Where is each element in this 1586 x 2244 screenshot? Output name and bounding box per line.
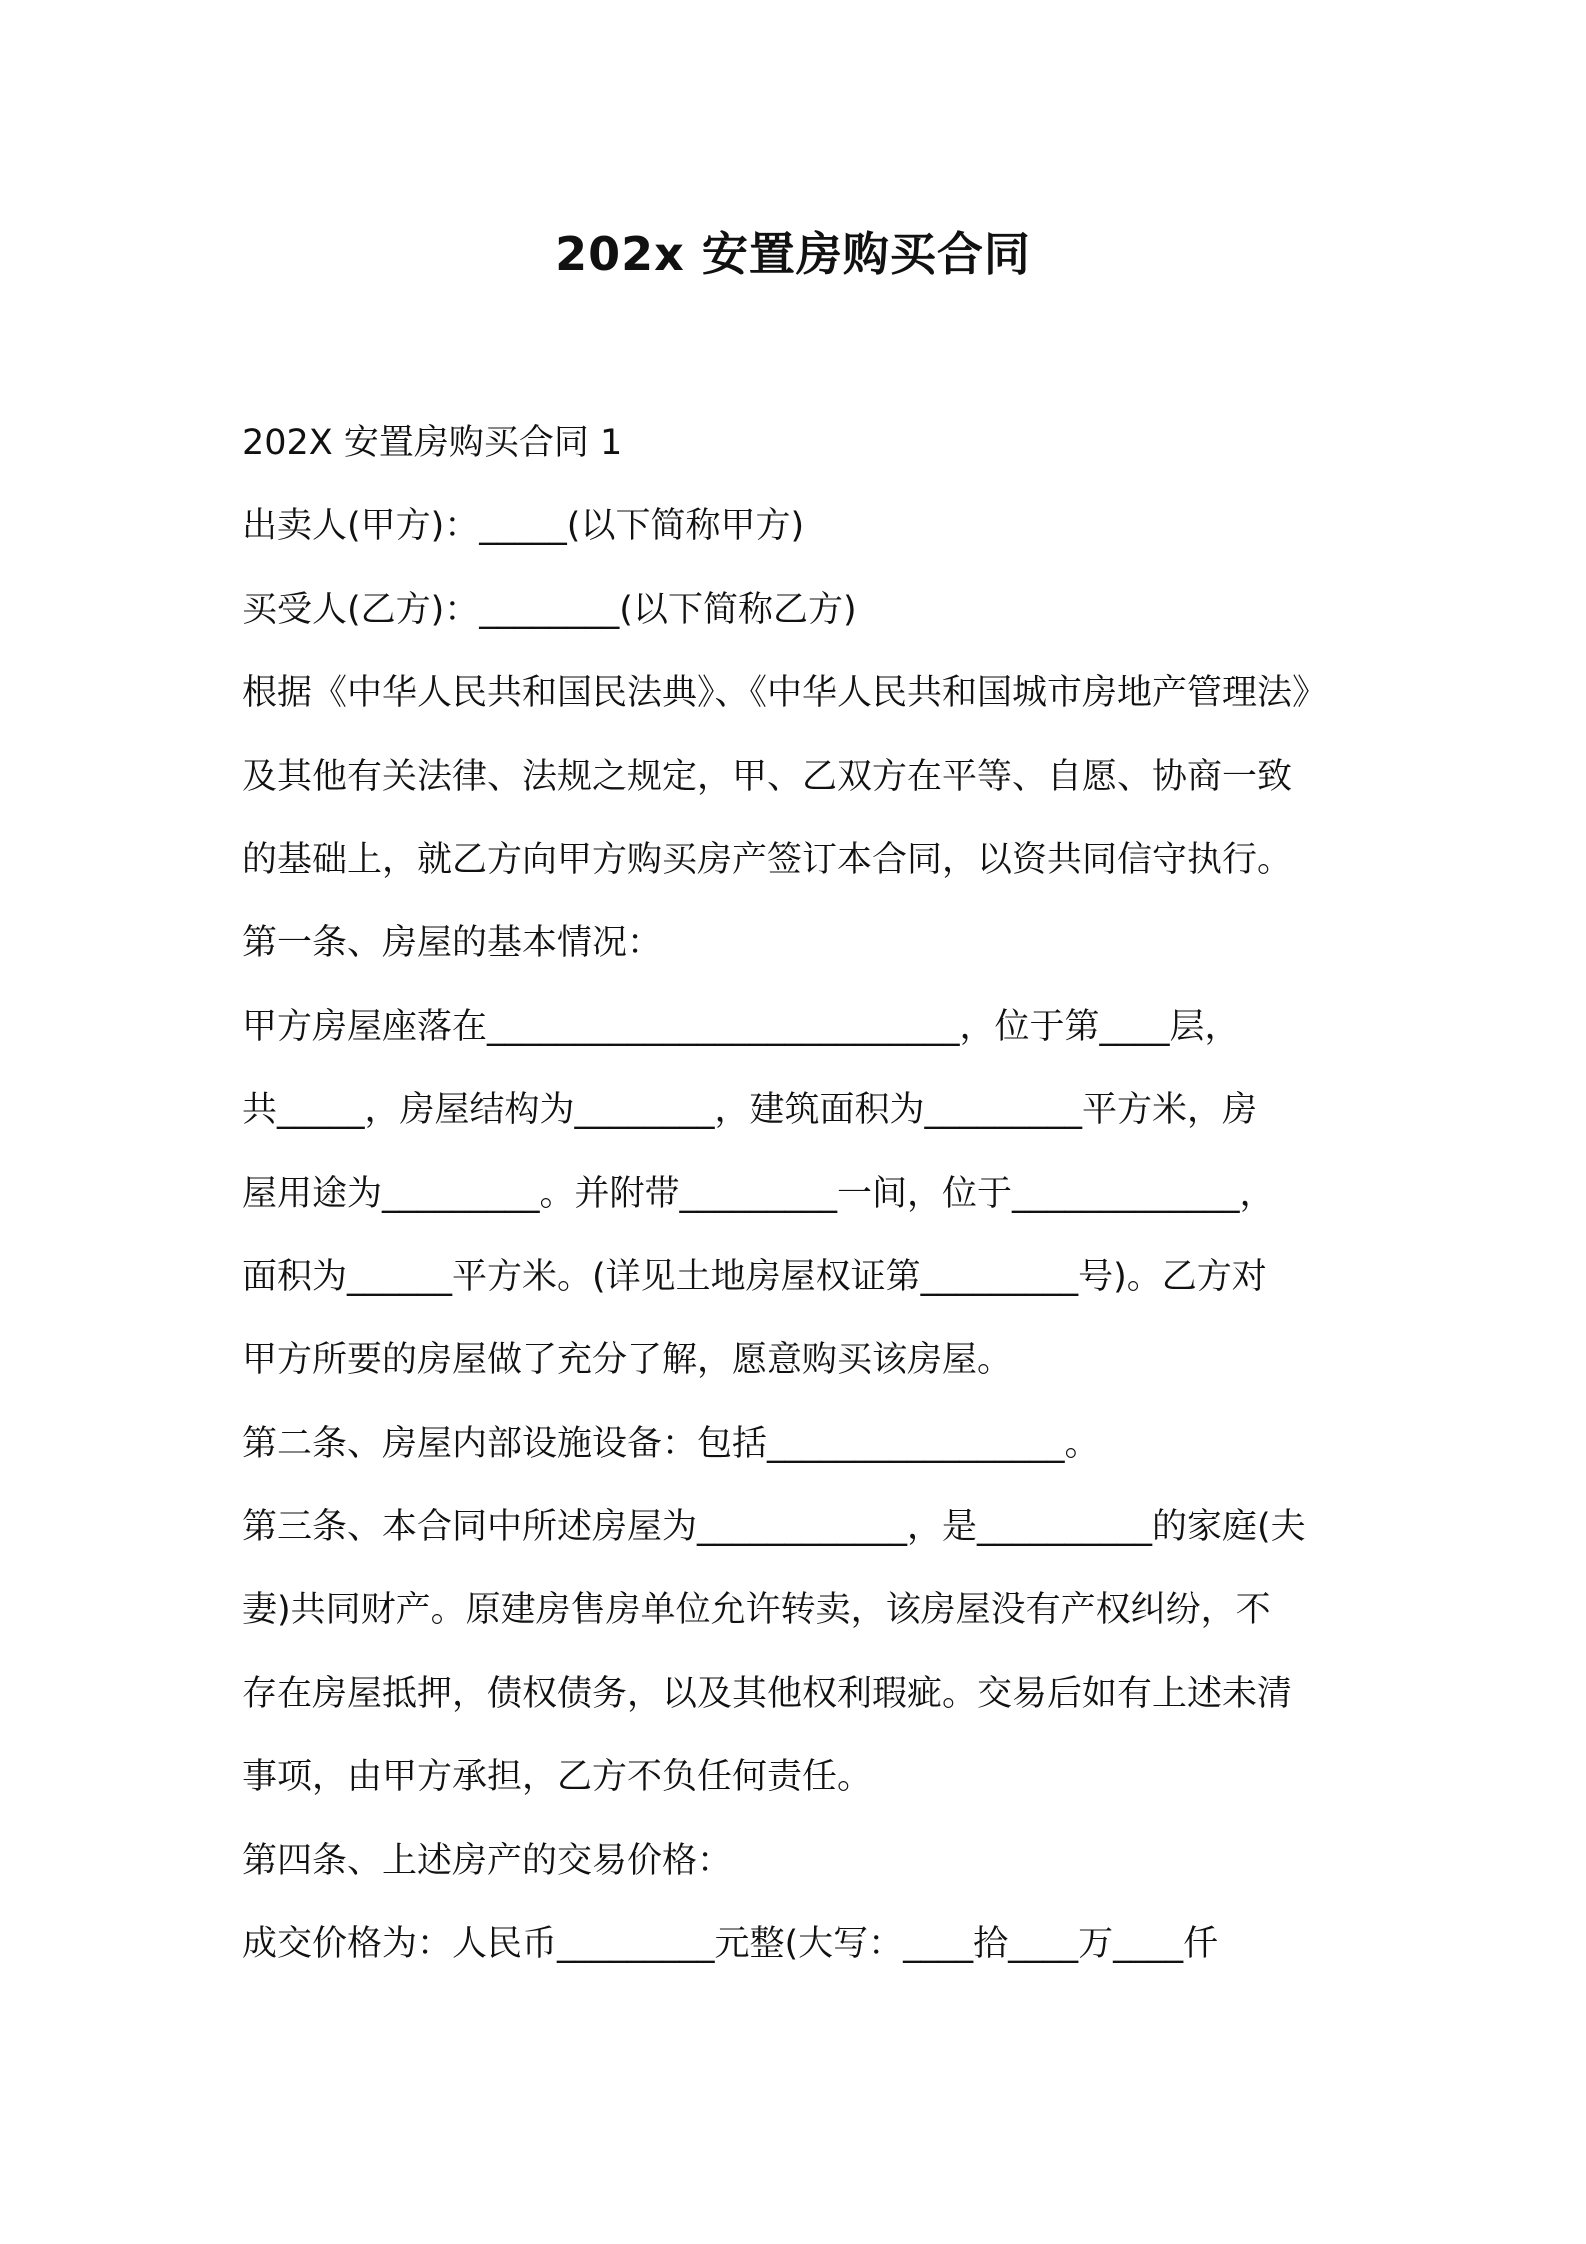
article-1-heading: 第一条、房屋的基本情况： <box>242 923 663 964</box>
article-3-text: 存在房屋抵押，债权债务，以及其他权利瑕疵。交易后如有上述未清 <box>242 1673 1293 1714</box>
preamble-line: 及其他有关法律、法规之规定，甲、乙双方在平等、自愿、协商一致 <box>242 756 1293 797</box>
buyer-line: 买受人(乙方)：________(以下简称乙方) <box>242 589 857 630</box>
preamble-line: 的基础上，就乙方向甲方购买房产签订本合同，以资共同信守执行。 <box>242 839 1293 880</box>
article-1-text: 屋用途为_________。并附带_________一间，位于_____________， <box>242 1173 1275 1214</box>
document-title: 202x 安置房购买合同 <box>555 227 1031 281</box>
document-body <box>242 402 1362 1986</box>
article-1-text: 面积为______平方米。(详见土地房屋权证第_________号)。乙方对 <box>242 1256 1267 1297</box>
article-3-text: 事项，由甲方承担，乙方不负任何责任。 <box>242 1757 873 1798</box>
article-1-text: 甲方房屋座落在___________________________，位于第____层， <box>242 1006 1240 1047</box>
section-heading: 202X 安置房购买合同 1 <box>242 423 623 463</box>
article-2-text: 第二条、房屋内部设施设备：包括_________________。 <box>242 1423 1100 1464</box>
article-1-text: 甲方所要的房屋做了充分了解，愿意购买该房屋。 <box>242 1340 1013 1381</box>
seller-line: 出卖人(甲方)：_____(以下简称甲方) <box>242 506 805 547</box>
article-3-text: 妻)共同财产。原建房售房单位允许转卖，该房屋没有产权纠纷，不 <box>242 1590 1271 1631</box>
article-4-text: 成交价格为：人民币_________元整(大写：____拾____万____仟 <box>242 1924 1219 1965</box>
article-3-text: 第三条、本合同中所述房屋为____________，是__________的家庭(夫 <box>242 1507 1306 1548</box>
article-4-heading: 第四条、上述房产的交易价格： <box>242 1840 733 1881</box>
preamble-line: 根据《中华人民共和国民法典》、《中华人民共和国城市房地产管理法》 <box>242 673 1328 714</box>
article-1-text: 共_____，房屋结构为________，建筑面积为_________平方米，房 <box>242 1090 1258 1131</box>
